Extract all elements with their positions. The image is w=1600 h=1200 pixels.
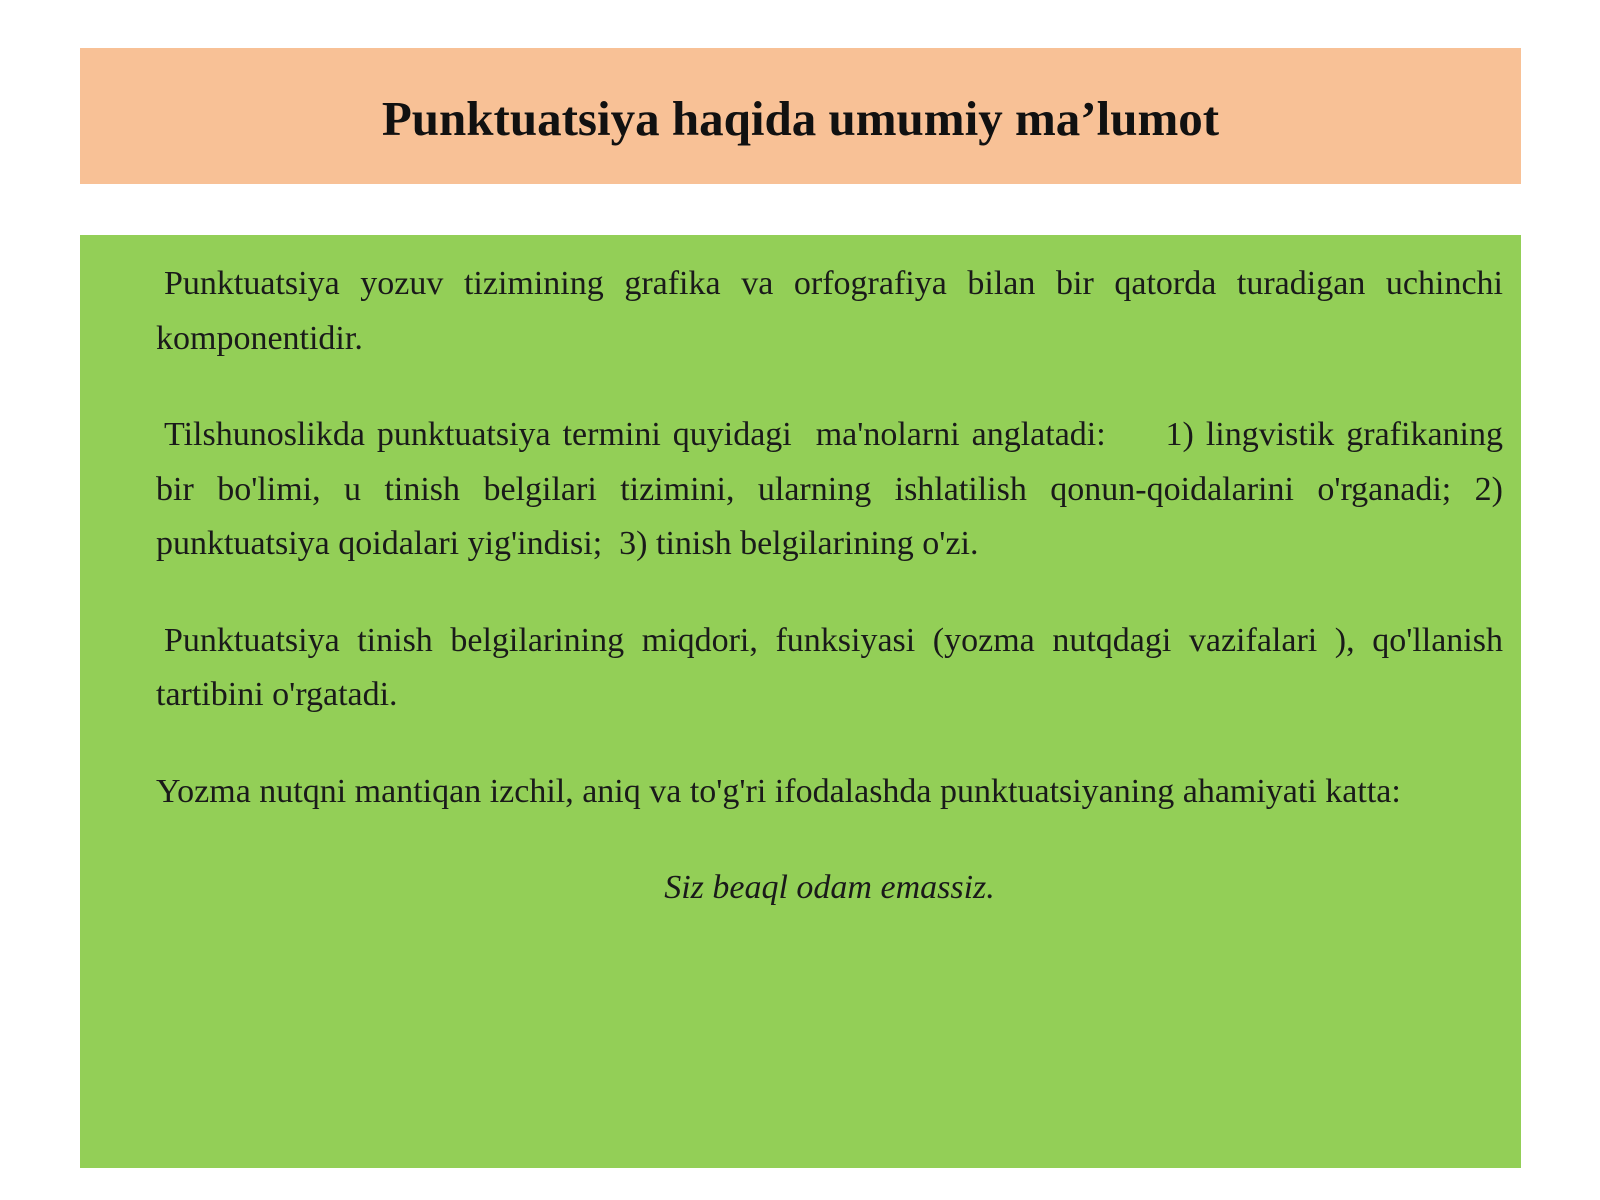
paragraph-definition: Punktuatsiya yozuv tizimining grafika va orfografiya bilan bir qatorda turadigan uchinchi komponentidir.	[156, 265, 1512, 357]
paragraph-importance: Yozma nutqni mantiqan izchil, aniq va to'g'ri ifodalashda punktuatsiyaning ahamiyati katta:	[156, 772, 1401, 810]
slide-title: Punktuatsiya haqida umumiy ma’lumot	[381, 90, 1220, 146]
content-box	[80, 235, 1521, 1168]
title-bar	[80, 48, 1521, 184]
paragraph-function: Punktuatsiya tinish belgilarining miqdori, funksiyasi (yozma nutqdagi vazifalari ), qo'llanish tartibini o'rgatadi.	[156, 621, 1512, 713]
example-sentence: Siz beaql odam emassiz.	[664, 869, 995, 906]
paragraph-meanings: Tilshunoslikda punktuatsiya termini quyidagi ma'nolarni anglatadi: 1) lingvistik grafikaning bir bo'limi, u tinish belgilari tizimini, ularning ishlatilish qonun-qoidalarini o'rganadi; 2) punktuatsiya qoidalari yig'indisi; 3) tinish belgilarining o'zi.	[156, 416, 1512, 562]
